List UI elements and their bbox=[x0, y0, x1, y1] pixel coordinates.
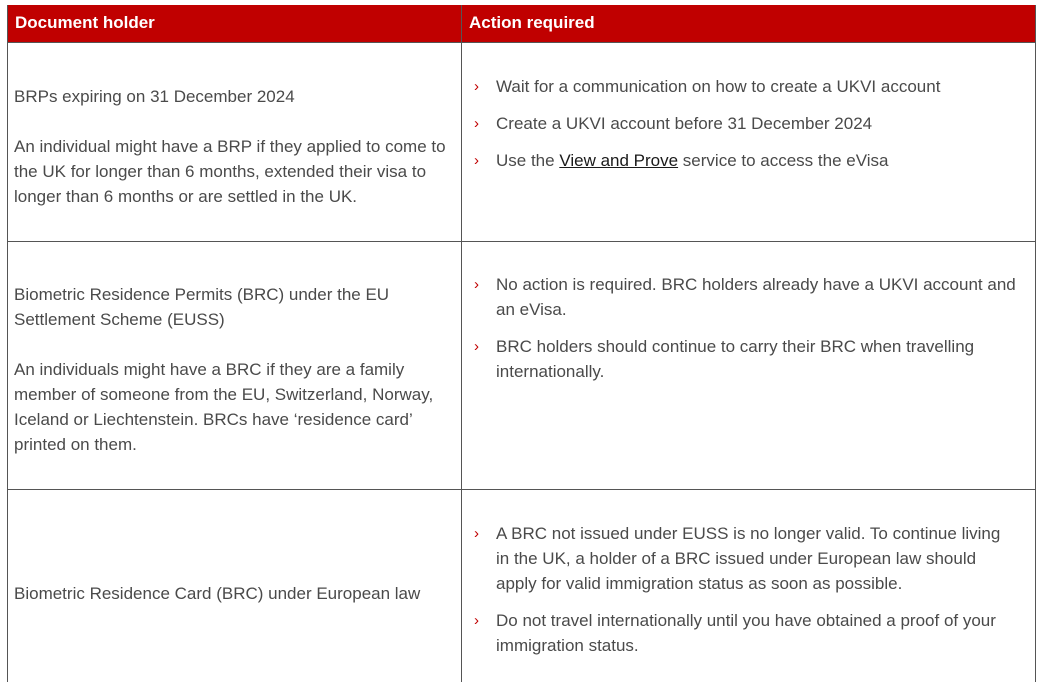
list-item: › No action is required. BRC holders already have a UKVI account and an eVisa. bbox=[496, 272, 1016, 322]
list-item: › Create a UKVI account before 31 December 2024 bbox=[496, 111, 1016, 136]
row-divider bbox=[8, 489, 1035, 490]
header-action-required: Action required bbox=[469, 13, 595, 32]
view-and-prove-link[interactable]: View and Prove bbox=[559, 151, 679, 170]
header-document-holder: Document holder bbox=[15, 13, 155, 32]
holder-title: Biometric Residence Card (BRC) under European law bbox=[14, 584, 421, 603]
holder-description: An individual might have a BRP if they applied to come to the UK for longer than 6 months, extended their visa to longer than 6 months or are settled in the UK. bbox=[14, 137, 446, 206]
table-row-2-holder bbox=[14, 282, 454, 457]
chevron-right-icon: › bbox=[474, 612, 479, 629]
info-table bbox=[7, 5, 1036, 682]
chevron-right-icon: › bbox=[474, 115, 479, 132]
table-header bbox=[8, 5, 1035, 43]
list-item: › Wait for a communication on how to create a UKVI account bbox=[496, 74, 1016, 99]
list-item: › A BRC not issued under EUSS is no longer valid. To continue living in the UK, a holder of a BRC issued under European law should apply for valid immigration status as soon as possible. bbox=[496, 521, 1016, 596]
holder-title: BRPs expiring on 31 December 2024 bbox=[14, 87, 295, 106]
chevron-right-icon: › bbox=[474, 525, 479, 542]
chevron-right-icon: › bbox=[474, 152, 479, 169]
chevron-right-icon: › bbox=[474, 338, 479, 355]
chevron-right-icon: › bbox=[474, 276, 479, 293]
chevron-right-icon: › bbox=[474, 78, 479, 95]
row-divider bbox=[8, 241, 1035, 242]
table-row-1-holder bbox=[14, 84, 454, 209]
table-row-1-actions bbox=[474, 74, 1016, 185]
table-row-3-actions bbox=[474, 521, 1016, 670]
list-item: › Use the View and Prove service to access the eVisa bbox=[496, 148, 1016, 173]
table-row-3-holder bbox=[14, 581, 454, 606]
list-item: › BRC holders should continue to carry their BRC when travelling internationally. bbox=[496, 334, 1016, 384]
column-divider bbox=[461, 5, 462, 682]
table-row-2-actions bbox=[474, 272, 1016, 396]
list-item: › Do not travel internationally until you have obtained a proof of your immigration status. bbox=[496, 608, 1016, 658]
holder-title: Biometric Residence Permits (BRC) under the EU Settlement Scheme (EUSS) bbox=[14, 285, 390, 329]
holder-description: An individuals might have a BRC if they are a family member of someone from the EU, Switzerland, Norway, Iceland or Liechtenstein. BRCs have ‘residence card’ printed on them. bbox=[14, 360, 434, 454]
